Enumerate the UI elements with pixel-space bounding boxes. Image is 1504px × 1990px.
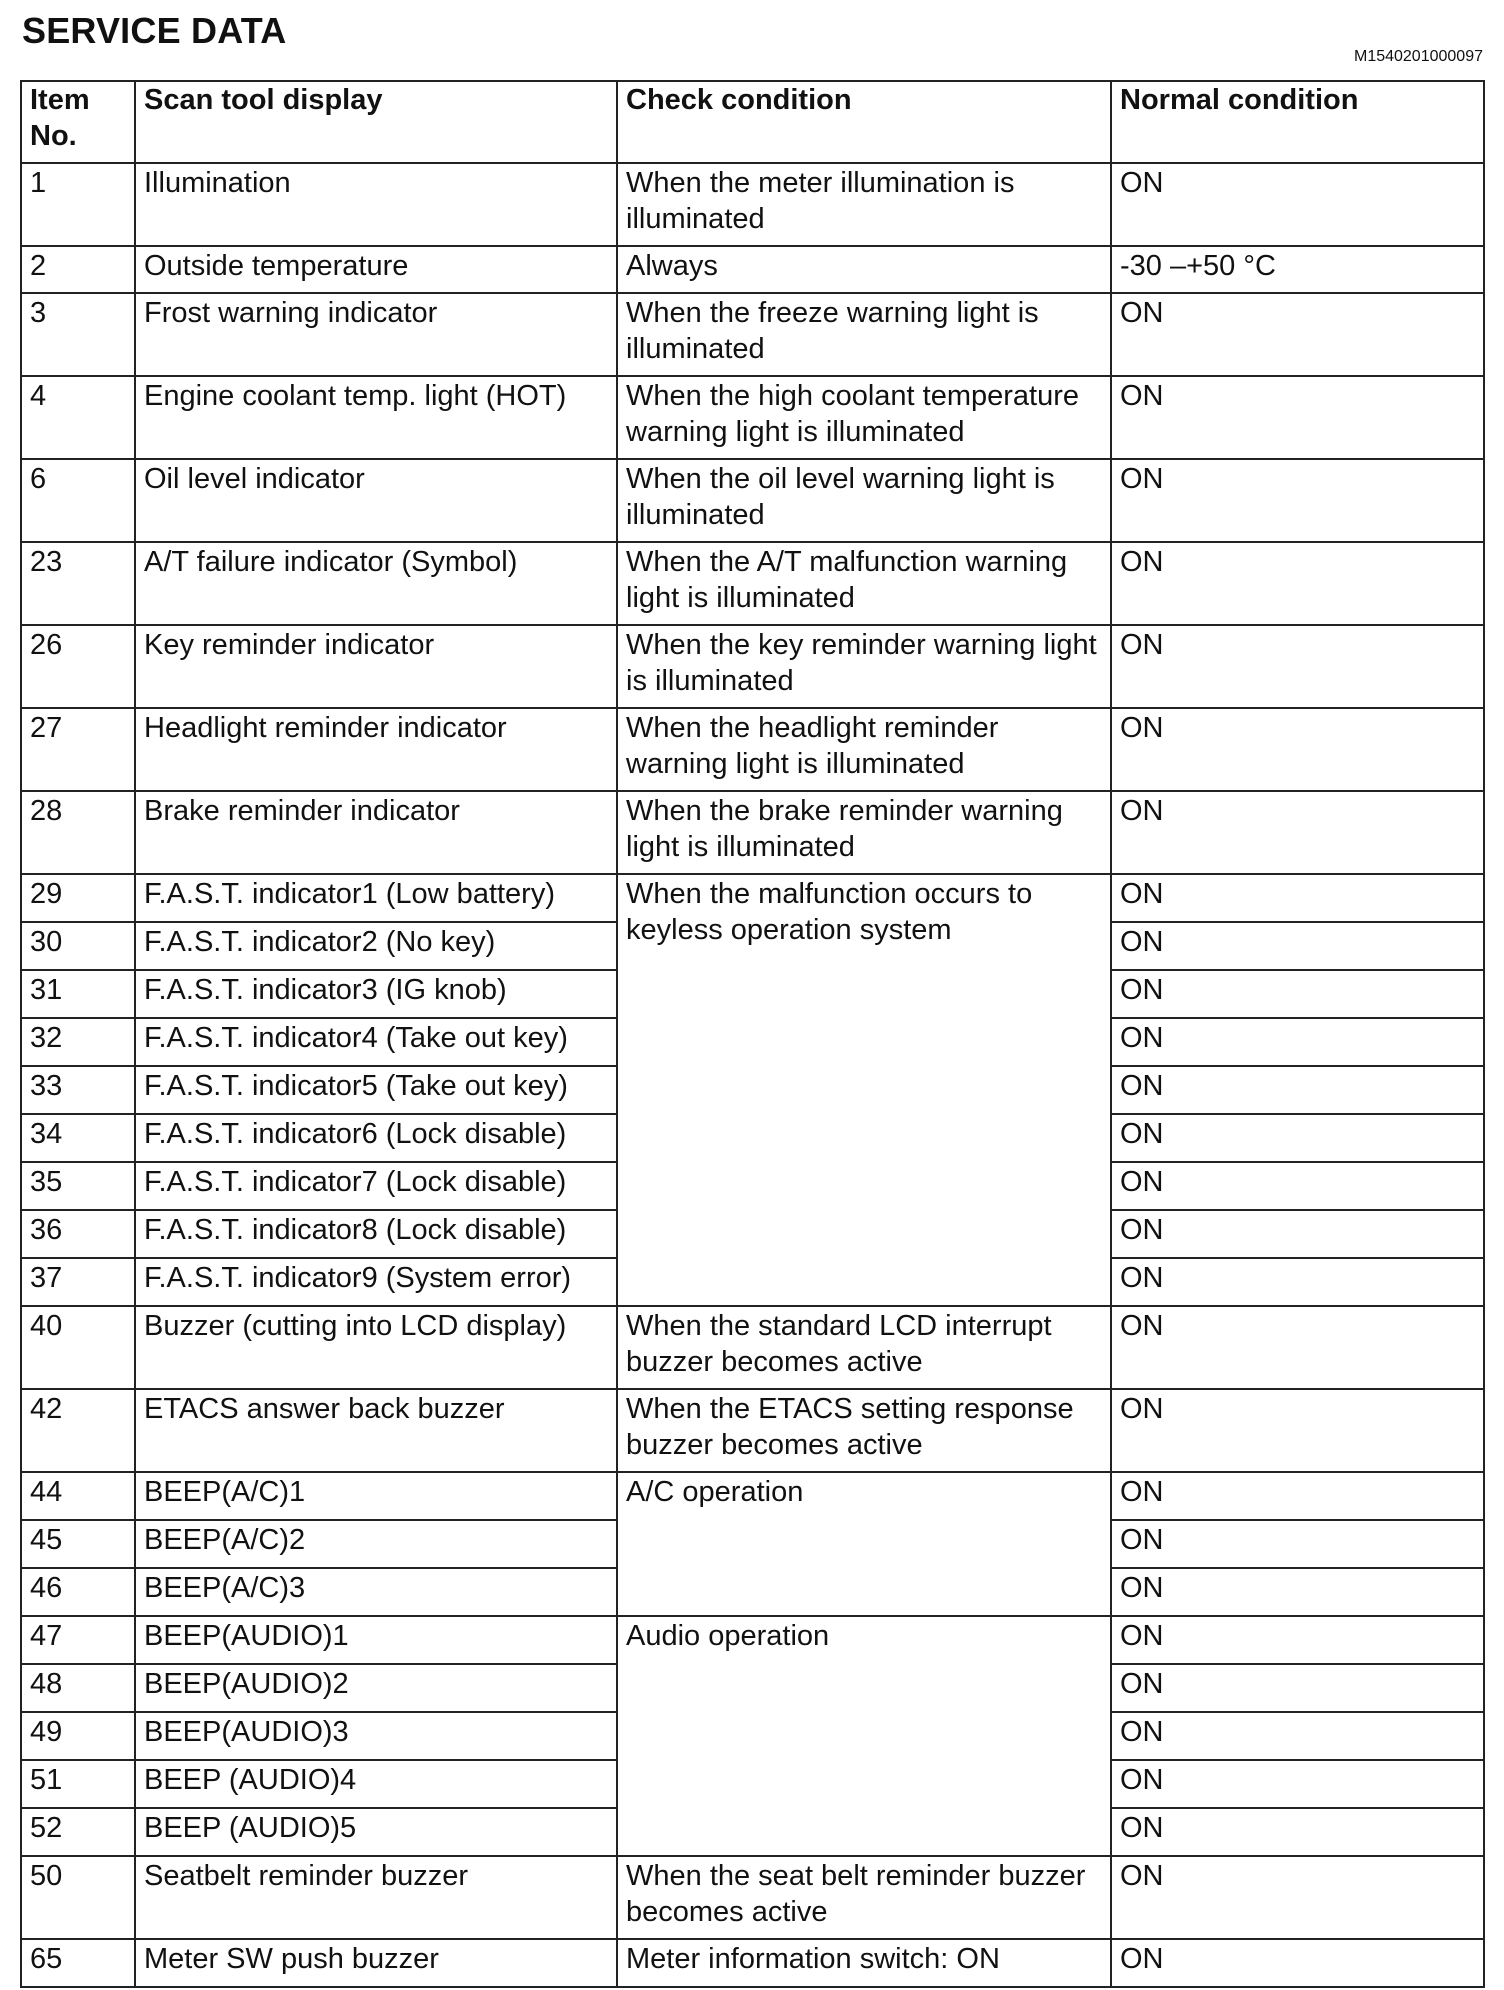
check-condition-cell: When the key reminder warning light is illuminated xyxy=(617,625,1111,708)
scan-tool-display-cell: Seatbelt reminder buzzer xyxy=(135,1856,617,1939)
scan-tool-display-cell: BEEP(A/C)1 xyxy=(135,1472,617,1520)
item-no-cell: 42 xyxy=(21,1389,135,1472)
check-condition-cell: When the high coolant temperature warning light is illuminated xyxy=(617,376,1111,459)
normal-condition-cell: ON xyxy=(1111,1856,1484,1939)
check-condition-cell: Audio operation xyxy=(617,1616,1111,1856)
table-row xyxy=(21,1616,1484,1664)
table-row xyxy=(21,293,1484,376)
table-row xyxy=(21,1306,1484,1389)
check-condition-cell: When the standard LCD interrupt buzzer becomes active xyxy=(617,1306,1111,1389)
table-row xyxy=(21,708,1484,791)
item-no-cell: 31 xyxy=(21,970,135,1018)
item-no-cell: 4 xyxy=(21,376,135,459)
item-no-cell: 45 xyxy=(21,1520,135,1568)
scan-tool-display-cell: F.A.S.T. indicator1 (Low battery) xyxy=(135,874,617,922)
scan-tool-display-cell: BEEP(AUDIO)2 xyxy=(135,1664,617,1712)
check-condition-cell: When the freeze warning light is illuminated xyxy=(617,293,1111,376)
item-no-cell: 40 xyxy=(21,1306,135,1389)
table-row xyxy=(21,163,1484,246)
item-no-cell: 23 xyxy=(21,542,135,625)
normal-condition-cell: ON xyxy=(1111,1162,1484,1210)
table-row xyxy=(21,376,1484,459)
scan-tool-display-cell: ETACS answer back buzzer xyxy=(135,1389,617,1472)
normal-condition-cell: ON xyxy=(1111,163,1484,246)
scan-tool-display-cell: Key reminder indicator xyxy=(135,625,617,708)
item-no-cell: 30 xyxy=(21,922,135,970)
normal-condition-cell: ON xyxy=(1111,293,1484,376)
scan-tool-display-cell: F.A.S.T. indicator6 (Lock disable) xyxy=(135,1114,617,1162)
table-row xyxy=(21,246,1484,293)
item-no-cell: 37 xyxy=(21,1258,135,1306)
item-no-cell: 51 xyxy=(21,1760,135,1808)
item-no-cell: 1 xyxy=(21,163,135,246)
normal-condition-cell: ON xyxy=(1111,1939,1484,1987)
header-check-condition: Check condition xyxy=(617,81,1111,163)
header-item-no: Item No. xyxy=(21,81,135,163)
item-no-cell: 6 xyxy=(21,459,135,542)
scan-tool-display-cell: Buzzer (cutting into LCD display) xyxy=(135,1306,617,1389)
normal-condition-cell: ON xyxy=(1111,1616,1484,1664)
normal-condition-cell: ON xyxy=(1111,1808,1484,1856)
normal-condition-cell: ON xyxy=(1111,922,1484,970)
item-no-cell: 28 xyxy=(21,791,135,874)
scan-tool-display-cell: A/T failure indicator (Symbol) xyxy=(135,542,617,625)
scan-tool-display-cell: F.A.S.T. indicator4 (Take out key) xyxy=(135,1018,617,1066)
check-condition-cell: When the seat belt reminder buzzer becomes active xyxy=(617,1856,1111,1939)
scan-tool-display-cell: F.A.S.T. indicator3 (IG knob) xyxy=(135,970,617,1018)
document-id: M1540201000097 xyxy=(1353,48,1483,65)
normal-condition-cell: ON xyxy=(1111,459,1484,542)
table-row xyxy=(21,1472,1484,1520)
check-condition-cell: When the malfunction occurs to keyless operation system xyxy=(617,874,1111,1306)
normal-condition-cell: -30 –+50 °C xyxy=(1111,246,1484,293)
normal-condition-cell: ON xyxy=(1111,376,1484,459)
item-no-cell: 29 xyxy=(21,874,135,922)
check-condition-cell: When the meter illumination is illuminated xyxy=(617,163,1111,246)
check-condition-cell: A/C operation xyxy=(617,1472,1111,1616)
item-no-cell: 52 xyxy=(21,1808,135,1856)
normal-condition-cell: ON xyxy=(1111,1210,1484,1258)
table-row xyxy=(21,542,1484,625)
check-condition-cell: When the oil level warning light is illuminated xyxy=(617,459,1111,542)
normal-condition-cell: ON xyxy=(1111,542,1484,625)
normal-condition-cell: ON xyxy=(1111,874,1484,922)
scan-tool-display-cell: Illumination xyxy=(135,163,617,246)
table-row xyxy=(21,625,1484,708)
table-row xyxy=(21,1856,1484,1939)
item-no-cell: 48 xyxy=(21,1664,135,1712)
normal-condition-cell: ON xyxy=(1111,1114,1484,1162)
normal-condition-cell: ON xyxy=(1111,791,1484,874)
header-normal-condition: Normal condition xyxy=(1111,81,1484,163)
scan-tool-display-cell: BEEP (AUDIO)5 xyxy=(135,1808,617,1856)
check-condition-cell: When the headlight reminder warning light is illuminated xyxy=(617,708,1111,791)
scan-tool-display-cell: F.A.S.T. indicator5 (Take out key) xyxy=(135,1066,617,1114)
normal-condition-cell: ON xyxy=(1111,708,1484,791)
item-no-cell: 2 xyxy=(21,246,135,293)
scan-tool-display-cell: Headlight reminder indicator xyxy=(135,708,617,791)
table-row xyxy=(21,791,1484,874)
normal-condition-cell: ON xyxy=(1111,1306,1484,1389)
check-condition-cell: When the ETACS setting response buzzer becomes active xyxy=(617,1389,1111,1472)
item-no-cell: 35 xyxy=(21,1162,135,1210)
normal-condition-cell: ON xyxy=(1111,1664,1484,1712)
check-condition-cell: When the brake reminder warning light is illuminated xyxy=(617,791,1111,874)
item-no-cell: 50 xyxy=(21,1856,135,1939)
header-scan-tool-display: Scan tool display xyxy=(135,81,617,163)
normal-condition-cell: ON xyxy=(1111,1760,1484,1808)
scan-tool-display-cell: BEEP (AUDIO)4 xyxy=(135,1760,617,1808)
table-row xyxy=(21,1939,1484,1987)
item-no-cell: 33 xyxy=(21,1066,135,1114)
item-no-cell: 27 xyxy=(21,708,135,791)
normal-condition-cell: ON xyxy=(1111,1389,1484,1472)
check-condition-cell: Always xyxy=(617,246,1111,293)
service-data-table xyxy=(20,80,1485,1988)
page-title: SERVICE DATA xyxy=(22,10,287,51)
scan-tool-display-cell: Oil level indicator xyxy=(135,459,617,542)
normal-condition-cell: ON xyxy=(1111,1018,1484,1066)
normal-condition-cell: ON xyxy=(1111,1712,1484,1760)
scan-tool-display-cell: BEEP(A/C)2 xyxy=(135,1520,617,1568)
table-row xyxy=(21,1389,1484,1472)
check-condition-cell: When the A/T malfunction warning light is illuminated xyxy=(617,542,1111,625)
scan-tool-display-cell: F.A.S.T. indicator2 (No key) xyxy=(135,922,617,970)
scan-tool-display-cell: F.A.S.T. indicator8 (Lock disable) xyxy=(135,1210,617,1258)
item-no-cell: 36 xyxy=(21,1210,135,1258)
normal-condition-cell: ON xyxy=(1111,970,1484,1018)
normal-condition-cell: ON xyxy=(1111,1472,1484,1520)
item-no-cell: 34 xyxy=(21,1114,135,1162)
item-no-cell: 3 xyxy=(21,293,135,376)
normal-condition-cell: ON xyxy=(1111,1066,1484,1114)
item-no-cell: 26 xyxy=(21,625,135,708)
item-no-cell: 46 xyxy=(21,1568,135,1616)
item-no-cell: 32 xyxy=(21,1018,135,1066)
scan-tool-display-cell: F.A.S.T. indicator7 (Lock disable) xyxy=(135,1162,617,1210)
item-no-cell: 44 xyxy=(21,1472,135,1520)
scan-tool-display-cell: Brake reminder indicator xyxy=(135,791,617,874)
scan-tool-display-cell: Frost warning indicator xyxy=(135,293,617,376)
scan-tool-display-cell: BEEP(AUDIO)3 xyxy=(135,1712,617,1760)
item-no-cell: 49 xyxy=(21,1712,135,1760)
scan-tool-display-cell: BEEP(A/C)3 xyxy=(135,1568,617,1616)
normal-condition-cell: ON xyxy=(1111,1568,1484,1616)
item-no-cell: 65 xyxy=(21,1939,135,1987)
table-row xyxy=(21,874,1484,922)
table-row xyxy=(21,459,1484,542)
scan-tool-display-cell: Meter SW push buzzer xyxy=(135,1939,617,1987)
normal-condition-cell: ON xyxy=(1111,1258,1484,1306)
scan-tool-display-cell: F.A.S.T. indicator9 (System error) xyxy=(135,1258,617,1306)
scan-tool-display-cell: Outside temperature xyxy=(135,246,617,293)
scan-tool-display-cell: BEEP(AUDIO)1 xyxy=(135,1616,617,1664)
normal-condition-cell: ON xyxy=(1111,625,1484,708)
item-no-cell: 47 xyxy=(21,1616,135,1664)
scan-tool-display-cell: Engine coolant temp. light (HOT) xyxy=(135,376,617,459)
check-condition-cell: Meter information switch: ON xyxy=(617,1939,1111,1987)
normal-condition-cell: ON xyxy=(1111,1520,1484,1568)
table-header-row xyxy=(21,81,1484,163)
